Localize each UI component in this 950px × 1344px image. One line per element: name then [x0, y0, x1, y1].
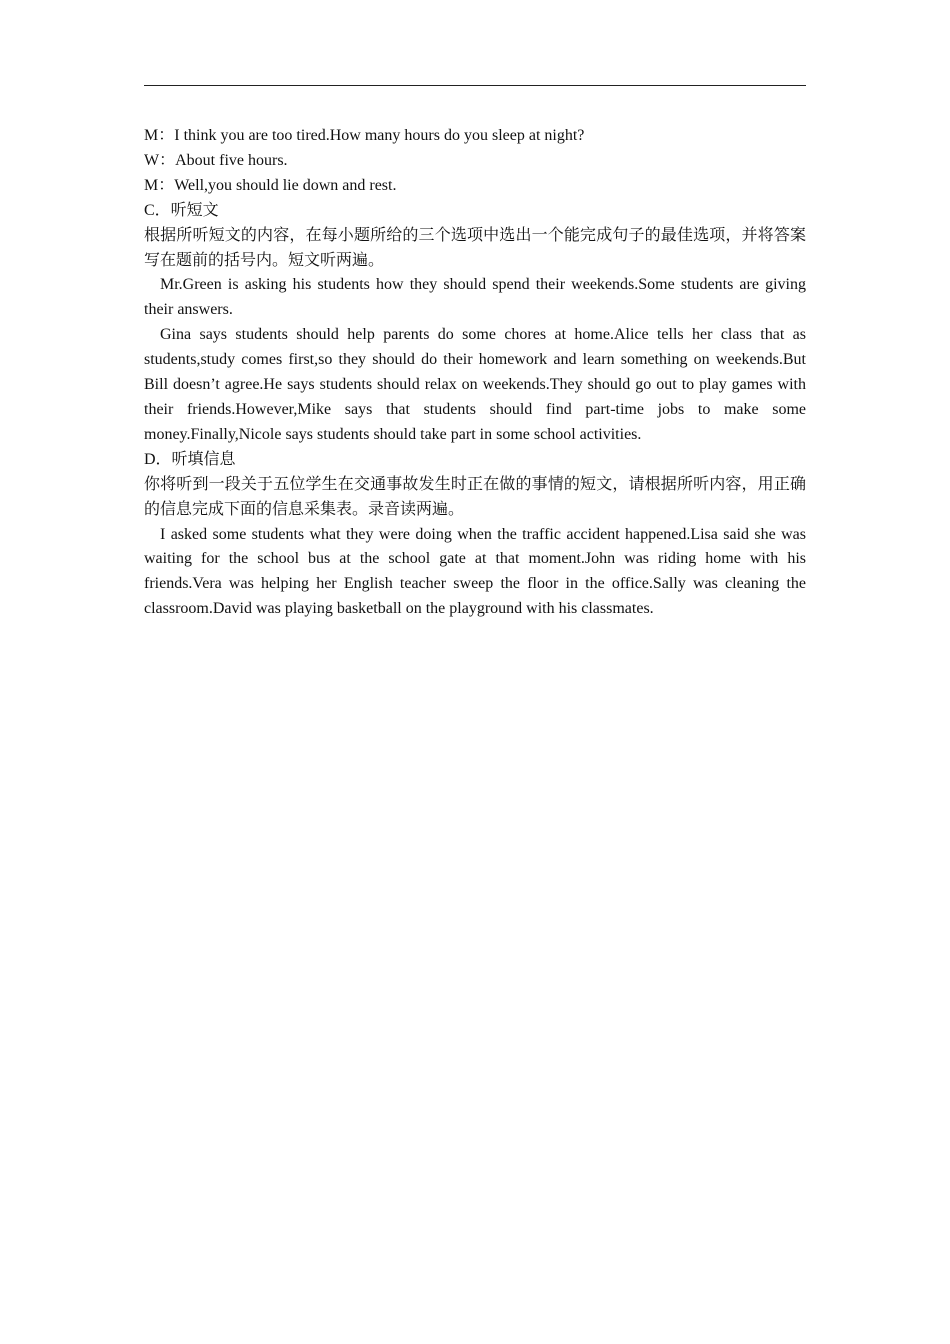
dialogue-text: About five hours.: [175, 151, 288, 169]
section-d-paragraph: I asked some students what they were doing when the traffic accident happened.Lisa said she was waiting for the school bus at the school gate at that moment.John was riding home with his friends.Vera was helping her English teacher sweep the floor in the office.Sally was cleaning the classroom.David was playing basketball on the playground with his classmates.: [144, 525, 806, 618]
dialogue-text: Well,you should lie down and rest.: [174, 176, 397, 194]
section-c-paragraph: Gina says students should help parents do some chores at home.Alice tells her class that as students,study comes first,so they should do their homework and learn something on weekends.But Bill doesn’t agree.He says students should relax on weekends.They should go out to play games with their friends.However,Mike says that students should find part-time jobs to make some money.Finally,Nicole says students should take part in some school activities.: [144, 326, 806, 443]
document-body: [144, 124, 806, 622]
section-d-instruction: 你将听到一段关于五位学生在交通事故发生时正在做的事情的短文，请根据所听内容，用正确的信息完成下面的信息采集表。录音读两遍。: [144, 475, 806, 518]
speaker-label: M：: [144, 176, 175, 194]
dialogue-line: [144, 124, 806, 149]
header-rule: [144, 85, 806, 86]
speaker-label: W：: [144, 151, 176, 169]
section-c-instruction: 根据所听短文的内容，在每小题所给的三个选项中选出一个能完成句子的最佳选项，并将答案写在题前的括号内。短文听两遍。: [144, 226, 806, 269]
section-d-heading: D．听填信息: [144, 450, 236, 468]
section-c-heading: C．听短文: [144, 201, 219, 219]
dialogue-line: [144, 174, 806, 199]
dialogue-text: I think you are too tired.How many hours do you sleep at night?: [174, 127, 585, 144]
section-c-paragraph: Mr.Green is asking his students how they should spend their weekends.Some students are giving their answers.: [144, 276, 806, 319]
speaker-label: M：: [144, 127, 175, 144]
dialogue-line: [144, 149, 806, 174]
